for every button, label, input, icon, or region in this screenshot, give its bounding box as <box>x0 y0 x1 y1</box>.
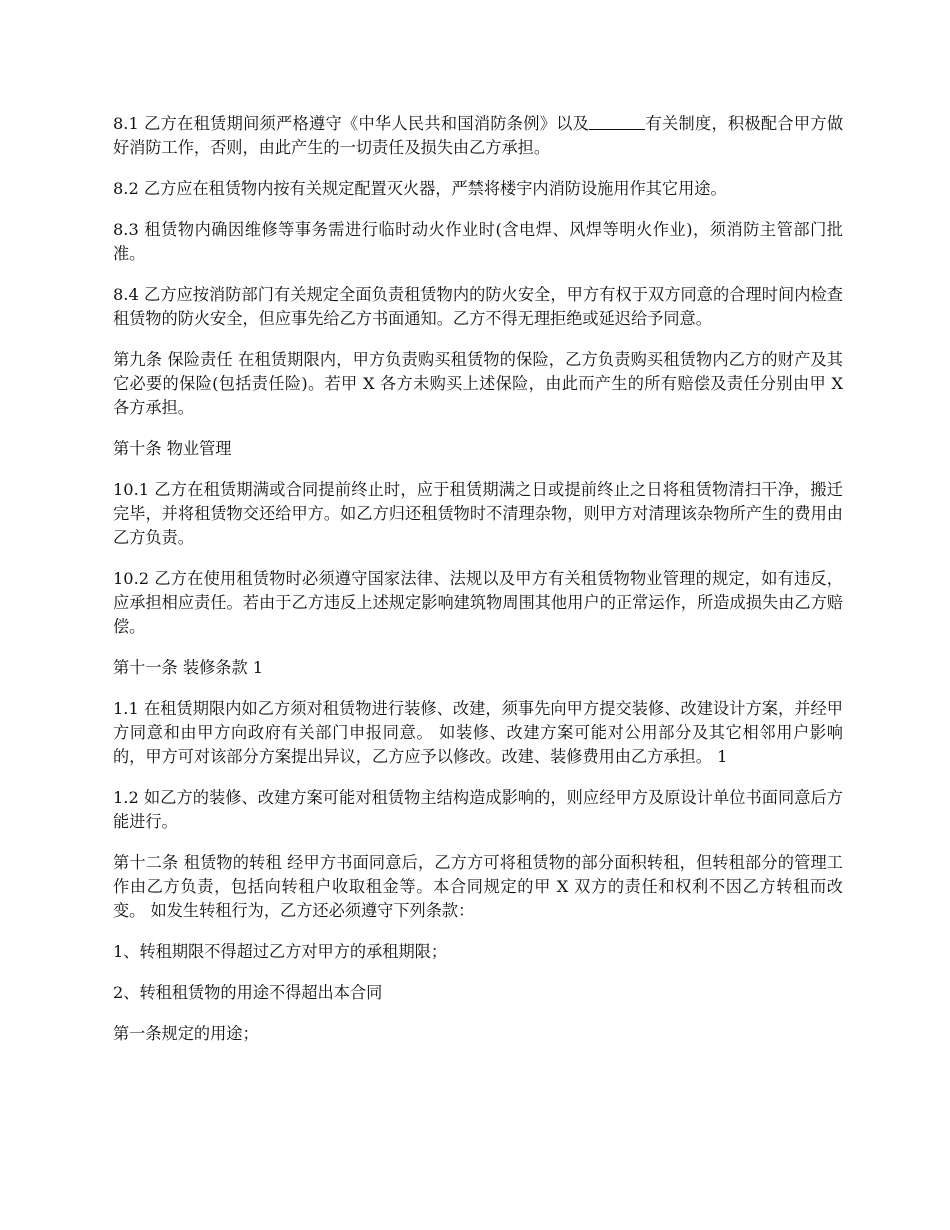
clause-8-1-text-start: 8.1 乙方在租赁期间须严格遵守《中华人民共和国消防条例》以及 <box>113 114 590 133</box>
clause-1-1: 1.1 在租赁期限内如乙方须对租赁物进行装修、改建，须事先向甲方提交装修、改建设计方案，并经甲方同意和由甲方向政府有关部门申报同意。 如装修、改建方案可能对公用部分及其它相邻用户影响的，甲方可对该部分方案提出异议，乙方应予以修改。改建、装修费用由乙方承担。 1 <box>113 699 843 766</box>
clause-8-1-text-end: 有关制度，积极配合甲方做好消防工作，否则，由此产生的一切责任及损失由乙方承担。 <box>113 114 844 157</box>
fill-in-blank <box>589 113 645 130</box>
sublease-item-2-continued: 第一条规定的用途； <box>113 1024 259 1043</box>
article-9-insurance: 第九条 保险责任 在租赁期限内，甲方负责购买租赁物的保险，乙方负责购买租赁物内乙方的财产及其它必要的保险(包括责任险)。若甲 X 各方未购买上述保险，由此而产生的所有赔偿及责任分别由甲 X 各方承担。 <box>113 350 843 417</box>
sublease-item-1: 1、转租期限不得超过乙方对甲方的承租期限； <box>113 942 448 961</box>
clause-10-2: 10.2 乙方在使用租赁物时必须遵守国家法律、法规以及甲方有关租赁物物业管理的规定，如有违反，应承担相应责任。若由于乙方违反上述规定影响建筑物周围其他用户的正常运作，所造成损失由乙方赔偿。 <box>113 569 843 636</box>
document-page <box>113 112 843 1063</box>
clause-8-2: 8.2 乙方应在租赁物内按有关规定配置灭火器，严禁将楼宇内消防设施用作其它用途。 <box>113 179 727 198</box>
clause-8-1 <box>113 112 843 160</box>
article-12-sublease: 第十二条 租赁物的转租 经甲方书面同意后，乙方方可将租赁物的部分面积转租，但转租部分的管理工作由乙方负责，包括向转租户收取租金等。本合同规定的甲 X 双方的责任和权利不因乙方转租而改变。 如发生转租行为，乙方还必须遵守下列条款： <box>113 853 843 920</box>
clause-1-2: 1.2 如乙方的装修、改建方案可能对租赁物主结构造成影响的，则应经甲方及原设计单位书面同意后方能进行。 <box>113 788 843 831</box>
clause-8-3: 8.3 租赁物内确因维修等事务需进行临时动火作业时(含电焊、风焊等明火作业)，须消防主管部门批准。 <box>113 220 843 263</box>
article-10-heading: 第十条 物业管理 <box>113 439 232 458</box>
article-11-heading: 第十一条 装修条款 1 <box>113 658 264 677</box>
clause-10-1: 10.1 乙方在租赁期满或合同提前终止时，应于租赁期满之日或提前终止之日将租赁物清扫干净，搬迁完毕，并将租赁物交还给甲方。如乙方归还租赁物时不清理杂物，则甲方对清理该杂物所产生的费用由乙方负责。 <box>113 480 843 547</box>
clause-8-4: 8.4 乙方应按消防部门有关规定全面负责租赁物内的防火安全，甲方有权于双方同意的合理时间内检查租赁物的防火安全，但应事先给乙方书面通知。乙方不得无理拒绝或延迟给予同意。 <box>113 285 843 328</box>
sublease-item-2: 2、转租租赁物的用途不得超出本合同 <box>113 983 383 1002</box>
